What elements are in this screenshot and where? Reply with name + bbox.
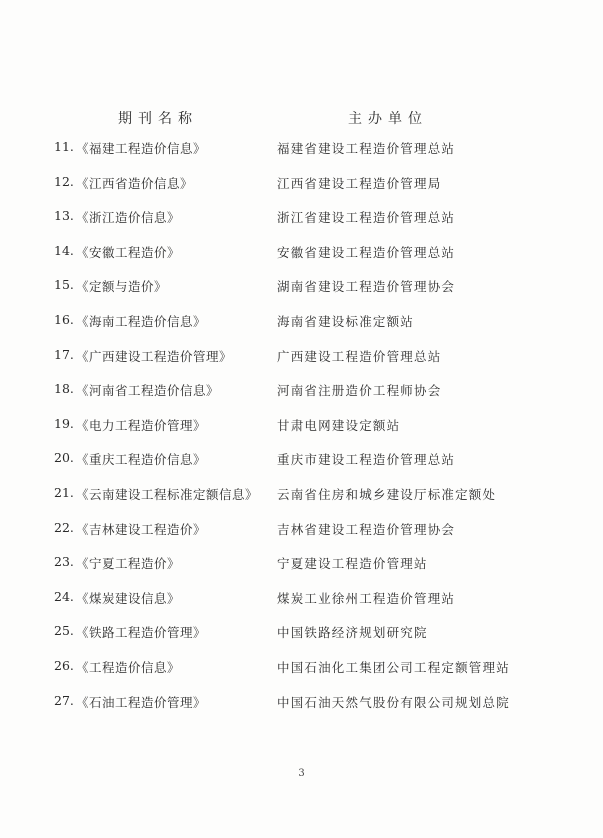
journal-list — [0, 139, 603, 727]
row-number: 14. — [54, 242, 74, 258]
table-row — [0, 623, 603, 658]
journal-title: 《河南省工程造价信息》 — [76, 383, 220, 399]
journal-title: 《重庆工程造价信息》 — [76, 452, 207, 468]
row-number: 20. — [54, 450, 74, 466]
row-number: 26. — [54, 657, 74, 673]
journal-title: 《云南建设工程标准定额信息》 — [76, 486, 259, 502]
journal-title: 《浙江造价信息》 — [76, 210, 181, 226]
row-number: 23. — [54, 554, 74, 570]
row-number: 21. — [54, 484, 74, 500]
journal-title: 《宁夏工程造价》 — [76, 556, 181, 572]
sponsor-unit: 湖南省建设工程造价管理协会 — [277, 279, 456, 295]
page-number: 3 — [298, 768, 305, 779]
sponsor-unit: 重庆市建设工程造价管理总站 — [277, 452, 456, 468]
table-row — [0, 554, 603, 589]
journal-title: 《海南工程造价信息》 — [76, 313, 207, 329]
table-row — [0, 139, 603, 174]
journal-title: 《工程造价信息》 — [76, 659, 181, 675]
journal-title: 《石油工程造价管理》 — [76, 694, 207, 710]
table-row — [0, 208, 603, 243]
journal-title: 《安徽工程造价》 — [76, 244, 181, 260]
header-journal-name: 期刊名称 — [118, 111, 198, 127]
journal-title: 《铁路工程造价管理》 — [76, 625, 207, 641]
sponsor-unit: 浙江省建设工程造价管理总站 — [277, 210, 456, 226]
row-number: 24. — [54, 588, 74, 604]
table-row — [0, 520, 603, 555]
journal-title: 《广西建设工程造价管理》 — [76, 348, 233, 364]
row-number: 22. — [54, 519, 74, 535]
sponsor-unit: 宁夏建设工程造价管理站 — [277, 556, 428, 572]
row-number: 11. — [54, 139, 74, 154]
sponsor-unit: 中国石油化工集团公司工程定额管理站 — [277, 659, 510, 675]
table-row — [0, 658, 603, 693]
table-row — [0, 450, 603, 485]
journal-title: 《吉林建设工程造价》 — [76, 521, 207, 537]
header-sponsor-unit: 主办单位 — [348, 111, 428, 127]
sponsor-unit: 中国石油天然气股份有限公司规划总院 — [277, 694, 510, 710]
sponsor-unit: 安徽省建设工程造价管理总站 — [277, 244, 456, 260]
row-number: 12. — [54, 173, 74, 189]
table-row — [0, 174, 603, 209]
sponsor-unit: 河南省注册造价工程师协会 — [277, 383, 442, 399]
table-row — [0, 347, 603, 382]
row-number: 27. — [54, 692, 74, 708]
table-row — [0, 243, 603, 278]
journal-title: 《定额与造价》 — [76, 279, 168, 295]
row-number: 25. — [54, 623, 74, 639]
row-number: 15. — [54, 277, 74, 293]
row-number: 13. — [54, 208, 74, 224]
row-number: 18. — [54, 381, 74, 397]
sponsor-unit: 甘肃电网建设定额站 — [277, 417, 401, 433]
table-row — [0, 693, 603, 728]
journal-title: 《福建工程造价信息》 — [76, 141, 207, 156]
table-row — [0, 485, 603, 520]
table-row — [0, 381, 603, 416]
sponsor-unit: 云南省住房和城乡建设厅标准定额处 — [277, 486, 497, 502]
sponsor-unit: 吉林省建设工程造价管理协会 — [277, 521, 456, 537]
row-number: 16. — [54, 311, 74, 327]
sponsor-unit: 广西建设工程造价管理总站 — [277, 348, 442, 364]
journal-title: 《煤炭建设信息》 — [76, 590, 181, 606]
table-row — [0, 277, 603, 312]
journal-title: 《电力工程造价管理》 — [76, 417, 207, 433]
sponsor-unit: 海南省建设标准定额站 — [277, 313, 415, 329]
row-number: 17. — [54, 346, 74, 362]
sponsor-unit: 中国铁路经济规划研究院 — [277, 625, 428, 641]
table-row — [0, 589, 603, 624]
sponsor-unit: 福建省建设工程造价管理总站 — [277, 141, 456, 156]
row-number: 19. — [54, 415, 74, 431]
table-row — [0, 416, 603, 451]
sponsor-unit: 煤炭工业徐州工程造价管理站 — [277, 590, 456, 606]
journal-title: 《江西省造价信息》 — [76, 175, 194, 191]
sponsor-unit: 江西省建设工程造价管理局 — [277, 175, 442, 191]
table-row — [0, 312, 603, 347]
table-header — [0, 108, 603, 130]
